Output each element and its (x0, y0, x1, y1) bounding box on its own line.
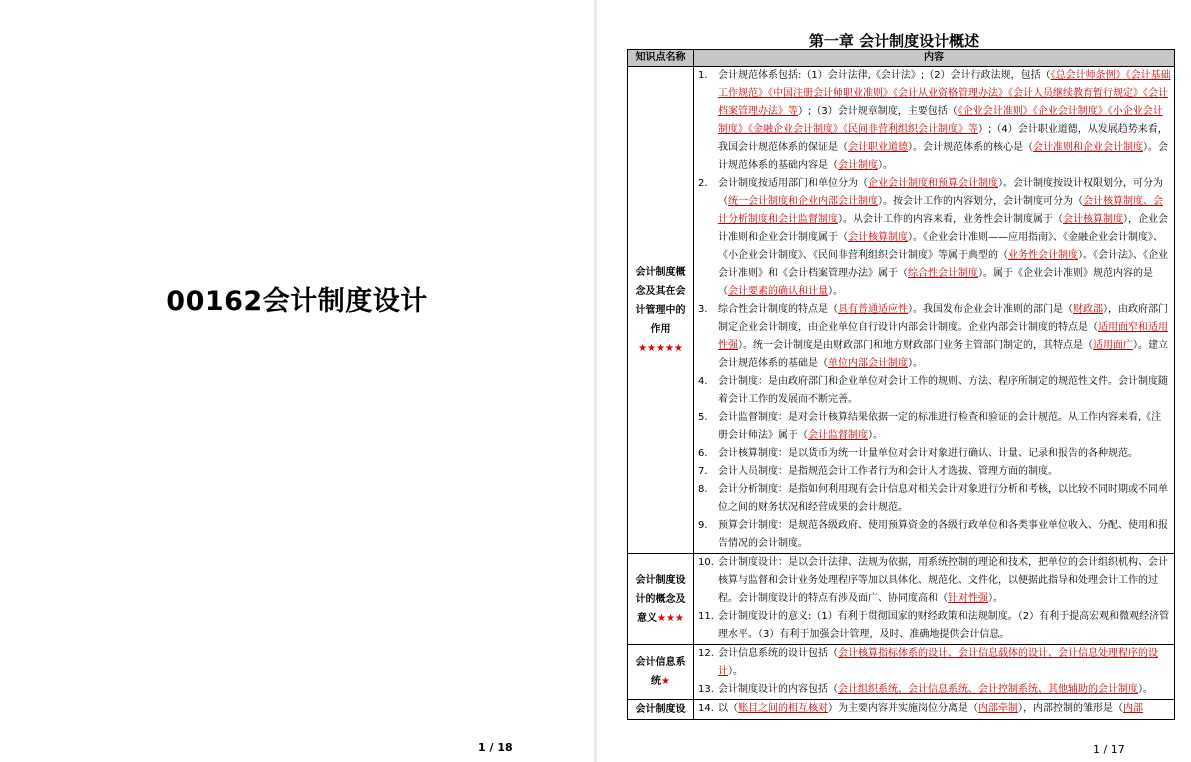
question-text: 会计制度按适用部门和单位分为（ (718, 178, 868, 189)
answer-text: 内部牵制 (978, 703, 1018, 714)
content-cell (694, 67, 1175, 554)
list-item (694, 175, 1174, 301)
answer-text: 《企业会计准则》《企业会计制度》《小企业会计制度》《金融企业会计制度》《民间非营利组织会计制度》等 (718, 106, 1163, 135)
table-row (628, 67, 1175, 554)
question-text: ）;（4）会计职业道德，从发展趋势来看，我国会计规范体系的保证是（ (718, 124, 1168, 153)
question-text: ）。 (908, 358, 923, 369)
question-text: ）。 (878, 160, 893, 171)
list-item (694, 373, 1174, 409)
answer-text: 企业会计制度和预算会计制度 (868, 178, 998, 189)
item-number: 14. (698, 703, 714, 714)
list-item (694, 301, 1174, 373)
list-item (694, 409, 1174, 445)
answer-text: 会计组织系统、会计信息系统、会计控制系统、其他辅助的会计制度 (838, 684, 1138, 695)
question-text: 会计制度设计的意义:（1）有利于贯彻国家的财经政策和法规制度。（2）有利于提高宏观和微观经济管理水平。（3）有利于加强会计管理，及时、准确地提供会计信息。 (718, 611, 1170, 640)
page-number: 1 / 18 (478, 741, 513, 754)
question-text: 会计分析制度：是指如何利用现有会计信息对相关会计对象进行分析和考核，以比较不同时期或不同单位之间的财务状况和经营成果的会计规范。 (718, 484, 1168, 513)
item-text (718, 608, 1171, 644)
header-content: 内容 (694, 50, 1175, 67)
cover-page (0, 0, 594, 762)
item-number: 13. (698, 684, 714, 695)
item-number: 9. (698, 520, 708, 531)
item-number: 6. (698, 448, 708, 459)
answer-text: 会计核算指标体系的设计、会计信息载体的设计、会计信息处理程序的设计 (718, 648, 1158, 677)
answer-text: 适用面窄和适用性强 (718, 322, 1168, 351)
item-text (718, 645, 1171, 681)
topic-name: 会计制度设 (635, 704, 686, 715)
item-number: 10. (698, 557, 714, 568)
item-number: 12. (698, 648, 714, 659)
item-text (718, 409, 1171, 445)
item-text (718, 700, 1171, 718)
table-body (628, 67, 1175, 720)
answer-text: 会计职业道德 (848, 142, 908, 153)
table-row (628, 645, 1175, 700)
topic-cell (628, 645, 694, 700)
item-text (718, 681, 1171, 699)
answer-text: 会计制度 (838, 160, 878, 171)
item-number: 4. (698, 376, 708, 387)
question-text: 会计制度：是由政府部门和企业单位对会计工作的规则、方法、程序所制定的规范性文件。会计制度随着会计工作的发展而不断完善。 (718, 376, 1168, 405)
question-text: 综合性会计制度的特点是（ (718, 304, 838, 315)
item-text (718, 175, 1171, 301)
list-item (694, 445, 1174, 463)
question-text: ）。我国发布企业会计准则的部门是（ (908, 304, 1073, 315)
list-item (694, 681, 1174, 699)
question-text: 以（ (718, 703, 738, 714)
question-text: ）。 (728, 666, 743, 677)
list-item (694, 67, 1174, 175)
answer-text: 会计要素的确认和计量 (728, 286, 828, 297)
item-number: 11. (698, 611, 714, 622)
question-text: ）。会计规范体系的核心是（ (908, 142, 1033, 153)
question-text: ）。 (828, 286, 843, 297)
item-text (718, 463, 1171, 481)
content-page (597, 0, 1191, 762)
question-text: 会计核算制度：是以货币为统一计量单位对会计对象进行确认、计量、记录和报告的各种规范。 (718, 448, 1138, 459)
question-text: ）。属于《企业会计准则》规范内容的是（ (718, 268, 1153, 297)
question-text: 会计人员制度：是指规范会计工作者行为和会计人才选拔、管理方面的制度。 (718, 466, 1058, 477)
answer-text: 会计核算制度 (1063, 214, 1123, 225)
question-text: ）。统一会计制度是由财政部门和地方财政部门业务主管部门制定的，其特点是（ (738, 340, 1093, 351)
question-text: 会计制度设计的内容包括（ (718, 684, 838, 695)
item-number: 5. (698, 412, 708, 423)
answer-text: 综合性会计制度 (908, 268, 978, 279)
importance-stars: ★★★ (657, 612, 684, 624)
knowledge-table (627, 49, 1175, 720)
topic-cell (628, 67, 694, 554)
list-item (694, 517, 1174, 553)
item-text (718, 517, 1171, 553)
page-number: 1 / 17 (1093, 743, 1125, 756)
question-text: ），企业会计准则和企业会计制度属于（ (718, 214, 1168, 243)
question-text: 会计监督制度：是对会计核算结果依据一定的标准进行检查和验证的会计规范。从工作内容来看,《注册会计师法》属于（ (718, 412, 1162, 441)
answer-text: 财政部 (1073, 304, 1103, 315)
table-header-row (628, 50, 1175, 67)
topic-cell (628, 554, 694, 645)
importance-stars: ★★★★★ (638, 342, 683, 354)
item-number: 7. (698, 466, 708, 477)
item-text (718, 554, 1171, 608)
answer-text: 账目之间的相互核对 (738, 703, 828, 714)
topic-cell (628, 700, 694, 720)
item-text (718, 481, 1171, 517)
item-text (718, 445, 1171, 463)
question-text: ）。按会计工作的内容划分，会计制度可分为（ (878, 196, 1083, 207)
content-cell (694, 645, 1175, 700)
item-text (718, 373, 1171, 409)
item-number: 1. (698, 70, 708, 81)
answer-text: 业务性会计制度 (1008, 250, 1078, 261)
question-text: ），由政府部门制定企业会计制度，由企业单位自行设计内部会计制度。企业内部会计制度的特点是（ (718, 304, 1168, 333)
answer-text: 统一会计制度和企业内部会计制度 (728, 196, 878, 207)
header-topic: 知识点名称 (628, 50, 694, 67)
list-item (694, 554, 1174, 608)
topic-name: 会计制度设计的概念及意义 (635, 574, 686, 624)
answer-text: 适用面广 (1093, 340, 1133, 351)
item-text (718, 301, 1171, 373)
item-text (718, 67, 1171, 175)
document-title: 00162会计制度设计 (166, 286, 428, 317)
question-text: 预算会计制度：是规范各级政府、使用预算资金的各级行政单位和各类事业单位收入、分配、使用和报告情况的会计制度。 (718, 520, 1168, 549)
table-row (628, 554, 1175, 645)
question-text: ）;（3）会计规章制度，主要包括（ (798, 106, 958, 117)
importance-stars: ★ (661, 676, 670, 687)
question-text: ）为主要内容并实施岗位分离是（ (828, 703, 978, 714)
answer-text: 具有普通适应性 (838, 304, 908, 315)
table-row (628, 700, 1175, 720)
answer-text: 会计监督制度 (808, 430, 868, 441)
list-item (694, 645, 1174, 681)
item-number: 2. (698, 178, 708, 189)
question-text: ）。建立会计规范体系的基础是（ (718, 340, 1168, 369)
question-text: ）。 (988, 593, 1003, 604)
list-item (694, 481, 1174, 517)
list-item (694, 463, 1174, 481)
chapter-title: 第一章 会计制度设计概述 (808, 32, 980, 50)
answer-text: 内部 (1123, 703, 1143, 714)
question-text: ）。会计制度按设计权限划分，可分为（ (718, 178, 1163, 207)
question-text: ）。 (1138, 684, 1153, 695)
question-text: ）。从会计工作的内容来看，业务性会计制度属于（ (838, 214, 1063, 225)
answer-text: 单位内部会计制度 (828, 358, 908, 369)
question-text: 会计规范体系包括:（1）会计法律,《会计法》;（2）会计行政法规，包括（ (718, 70, 1051, 81)
topic-name: 会计制度概念及其在会计管理中的作用 (635, 266, 686, 335)
question-text: ）。《企业会计准则——应用指南》、《金融企业会计制度》、《小企业会计制度》、《民间非营利组织会计制度》等属于典型的（ (718, 232, 1163, 261)
question-text: 会计信息系统的设计包括（ (718, 648, 838, 659)
content-cell (694, 700, 1175, 720)
question-text: ）。会计规范体系的基础内容是（ (718, 142, 1168, 171)
answer-text: 会计核算制度、会计分析制度和会计监督制度 (718, 196, 1163, 225)
topic-name: 会计信息系统 (635, 657, 686, 687)
answer-text: 《总会计师条例》《会计基础工作规范》《中国注册会计师职业准则》《会计从业资格管理办法》《会计人员继续教育暂行规定》《会计档案管理办法》等 (718, 70, 1171, 117)
answer-text: 会计准则和企业会计制度 (1033, 142, 1143, 153)
question-text: 会计制度设计：是以会计法律、法规为依据，用系统控制的理论和技术，把单位的会计组织机构、会计核算与监督和会计业务处理程序等加以具体化、规范化、文件化，以便据此指导和处理会计工作的过程。会计制度设计的特点有涉及面广、协同度高和（ (718, 557, 1168, 604)
content-cell (694, 554, 1175, 645)
list-item (694, 608, 1174, 644)
answer-text: 会计核算制度 (848, 232, 908, 243)
item-number: 3. (698, 304, 708, 315)
answer-text: 针对性强 (948, 593, 988, 604)
question-text: ）。 (868, 430, 883, 441)
question-text: ）。《会计法》、《企业会计准则》和《会计档案管理办法》属于（ (718, 250, 1168, 279)
item-number: 8. (698, 484, 708, 495)
question-text: ），内部控制的雏形是（ (1018, 703, 1123, 714)
list-item (694, 700, 1174, 718)
